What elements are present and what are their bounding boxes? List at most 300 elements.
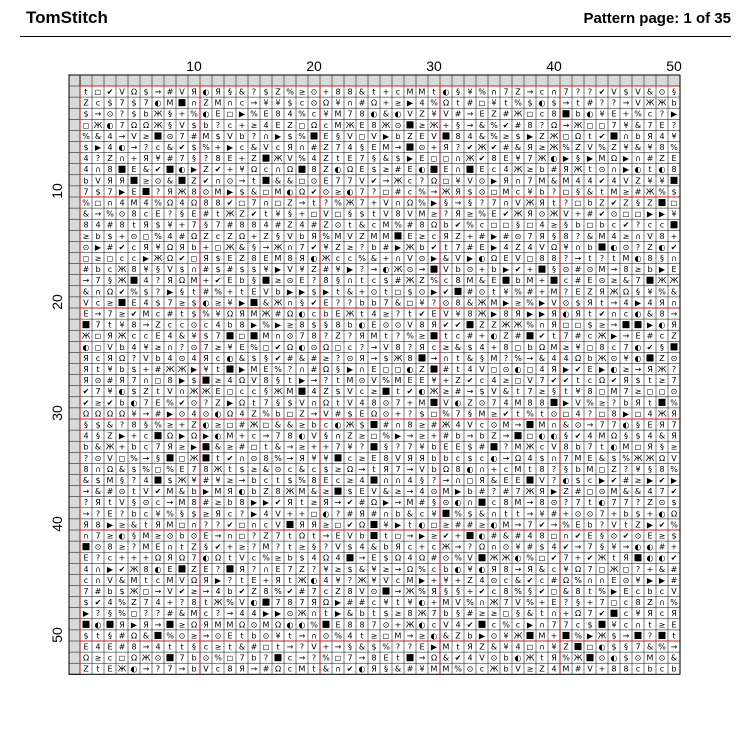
- cell-symbol: ⊙: [502, 365, 510, 374]
- cell-symbol: ◻: [598, 120, 606, 130]
- cell-symbol: ¥: [407, 598, 413, 608]
- cell-symbol: $: [587, 620, 593, 630]
- cell-symbol: ◻: [238, 531, 246, 541]
- cell-symbol: M: [394, 376, 402, 386]
- cell-symbol: M: [334, 231, 342, 241]
- cell-symbol: ▶: [274, 265, 282, 275]
- cell-symbol: ≥: [490, 409, 498, 419]
- cell-symbol: +: [226, 165, 234, 175]
- cell-symbol: ≥: [622, 187, 630, 197]
- cell-symbol: Ж: [405, 620, 415, 630]
- cell-symbol: Я: [287, 143, 293, 152]
- cell-symbol: §: [636, 420, 640, 430]
- cell-symbol: Z: [659, 154, 665, 164]
- cell-symbol: ◐: [382, 265, 390, 275]
- cell-symbol: %: [334, 198, 342, 208]
- cell-symbol: ⊙: [502, 542, 510, 552]
- cell-symbol: [527, 477, 534, 484]
- cell-symbol: E: [359, 165, 365, 175]
- cell-symbol: Ω: [310, 120, 318, 130]
- cell-symbol: Ω: [298, 187, 306, 197]
- cell-symbol: ✔: [670, 553, 678, 563]
- cell-symbol: ?: [119, 420, 125, 430]
- cell-symbol: ¥: [635, 609, 641, 619]
- cell-symbol: [431, 332, 438, 339]
- cell-symbol: 7: [95, 276, 101, 286]
- cell-symbol: ?: [395, 642, 401, 652]
- cell-symbol: E: [611, 109, 617, 119]
- cell-symbol: ◻: [502, 220, 510, 230]
- cell-symbol: ▶: [382, 498, 390, 508]
- cell-symbol: b: [371, 298, 377, 308]
- cell-symbol: ∩: [227, 98, 233, 108]
- cell-symbol: &: [358, 564, 366, 574]
- cell-symbol: ◻: [526, 365, 534, 374]
- cell-symbol: 8: [455, 276, 461, 286]
- cell-symbol: %: [658, 187, 666, 197]
- cell-symbol: ≥: [502, 131, 510, 141]
- cell-symbol: ⊙: [190, 342, 198, 352]
- cell-symbol: &: [598, 453, 606, 463]
- cell-symbol: Ω: [82, 653, 90, 663]
- cell-symbol: Я: [647, 442, 653, 452]
- cell-symbol: Ω: [190, 198, 198, 208]
- cell-symbol: ✔: [478, 587, 486, 596]
- cell-symbol: b: [671, 98, 677, 108]
- cell-symbol: §: [108, 609, 112, 619]
- cell-symbol: c: [227, 509, 233, 519]
- cell-symbol: Ж: [441, 420, 451, 430]
- cell-symbol: t: [588, 165, 592, 175]
- cell-symbol: ▶: [262, 498, 270, 508]
- cell-symbol: E: [419, 642, 425, 652]
- cell-symbol: [431, 399, 438, 406]
- cell-symbol: ◻: [262, 342, 270, 352]
- cell-symbol: E: [671, 620, 677, 630]
- cell-symbol: V: [239, 553, 245, 563]
- cell-symbol: §: [600, 531, 604, 541]
- cell-symbol: §: [156, 265, 160, 275]
- cell-symbol: Я: [359, 509, 365, 519]
- cell-symbol: ≥: [250, 464, 258, 474]
- cell-symbol: [83, 621, 90, 628]
- cell-symbol: ⊙: [466, 664, 474, 674]
- cell-symbol: &: [562, 420, 570, 430]
- cell-symbol: Z: [623, 198, 629, 208]
- cell-symbol: →: [562, 98, 570, 108]
- cell-symbol: $: [383, 609, 389, 619]
- cell-symbol: ◐: [298, 309, 306, 319]
- cell-symbol: ▶: [94, 143, 102, 152]
- cell-symbol: E: [359, 409, 365, 419]
- cell-symbol: ▶: [430, 254, 438, 263]
- cell-symbol: Я: [359, 331, 365, 341]
- cell-symbol: Ж: [189, 387, 199, 397]
- cell-symbol: ¥: [647, 176, 653, 186]
- cell-symbol: ?: [659, 109, 665, 119]
- cell-symbol: 7: [647, 120, 653, 130]
- cell-symbol: 8: [575, 587, 581, 596]
- cell-symbol: M: [550, 287, 558, 297]
- cell-symbol: c: [287, 464, 293, 474]
- cell-symbol: Ж: [573, 120, 583, 130]
- cell-symbol: t: [516, 387, 520, 397]
- cell-symbol: ?: [359, 442, 365, 452]
- column-label: 20: [306, 58, 322, 74]
- cell-symbol: [479, 499, 486, 506]
- cell-symbol: Ж: [177, 365, 187, 374]
- cell-symbol: t: [648, 398, 652, 408]
- cell-symbol: 4: [191, 409, 197, 419]
- cell-symbol: M: [166, 98, 174, 108]
- cell-symbol: Ω: [118, 409, 126, 419]
- cell-symbol: c: [95, 98, 101, 108]
- cell-symbol: ¥: [335, 98, 341, 108]
- cell-symbol: ◻: [94, 87, 102, 97]
- cell-symbol: →: [226, 609, 234, 619]
- cell-symbol: 4: [539, 365, 545, 374]
- cell-symbol: $: [191, 309, 197, 319]
- cell-symbol: c: [587, 476, 593, 485]
- cell-symbol: ⊙: [322, 631, 330, 641]
- cell-symbol: 7: [335, 442, 341, 452]
- cell-symbol: ≥: [154, 531, 162, 541]
- cell-symbol: Ж: [465, 154, 475, 164]
- cell-symbol: &: [94, 442, 102, 452]
- cell-symbol: t: [312, 664, 316, 674]
- cell-symbol: &: [382, 487, 390, 497]
- cell-symbol: t: [552, 331, 556, 341]
- cell-symbol: $: [155, 298, 161, 308]
- cell-symbol: +: [562, 509, 570, 519]
- cell-symbol: c: [539, 87, 545, 97]
- cell-symbol: 7: [335, 143, 341, 152]
- cell-symbol: ◻: [586, 487, 594, 497]
- cell-symbol: →: [262, 431, 270, 441]
- cell-symbol: Я: [551, 320, 557, 330]
- cell-symbol: 8: [143, 564, 149, 574]
- cell-symbol: ?: [263, 653, 269, 663]
- cell-symbol: →: [622, 98, 630, 108]
- cell-symbol: Ω: [574, 353, 582, 363]
- cell-symbol: →: [94, 309, 102, 319]
- cell-symbol: t: [288, 542, 292, 552]
- cell-symbol: →: [562, 120, 570, 130]
- cell-symbol: ∩: [95, 165, 101, 175]
- cell-symbol: 7: [587, 609, 593, 619]
- cell-symbol: 7: [611, 120, 617, 130]
- cell-symbol: ?: [635, 242, 641, 252]
- cell-symbol: Я: [83, 365, 89, 374]
- cell-symbol: c: [299, 98, 305, 108]
- cell-symbol: E: [167, 564, 173, 574]
- cell-symbol: Ω: [118, 353, 126, 363]
- cell-symbol: 4: [467, 365, 473, 374]
- cell-symbol: c: [659, 220, 665, 230]
- cell-symbol: [263, 177, 270, 184]
- cell-symbol: ▶: [202, 487, 210, 497]
- cell-symbol: t: [408, 520, 412, 530]
- cell-symbol: [371, 443, 378, 450]
- cell-symbol: →: [454, 198, 462, 208]
- cell-symbol: ?: [251, 531, 257, 541]
- cell-symbol: ⊙: [310, 87, 318, 97]
- cell-symbol: $: [131, 109, 137, 119]
- cell-symbol: Я: [191, 87, 197, 97]
- cell-symbol: ◻: [670, 198, 678, 208]
- cell-symbol: 4: [587, 176, 593, 186]
- cell-symbol: ≥: [418, 420, 426, 430]
- cell-symbol: ≥: [370, 631, 378, 641]
- cell-symbol: ⊙: [154, 176, 162, 186]
- cell-symbol: ◐: [478, 531, 486, 541]
- cell-symbol: #: [442, 431, 450, 441]
- cell-symbol: ¥: [323, 564, 329, 574]
- cell-symbol: +: [358, 287, 366, 297]
- cell-symbol: ?: [359, 342, 365, 352]
- cell-symbol: &: [298, 353, 306, 363]
- cell-symbol: b: [251, 653, 257, 663]
- cell-symbol: 4: [647, 298, 653, 308]
- cell-symbol: $: [635, 431, 641, 441]
- cell-symbol: +: [142, 365, 150, 374]
- cell-symbol: ?: [155, 287, 161, 297]
- cell-symbol: ≥: [250, 120, 258, 130]
- cell-symbol: ¥: [383, 520, 389, 530]
- cell-symbol: ?: [575, 231, 581, 241]
- cell-symbol: ≥: [394, 98, 402, 108]
- cell-symbol: ≥: [418, 120, 426, 130]
- cell-symbol: Ж: [285, 487, 295, 497]
- cell-symbol: #: [118, 642, 126, 652]
- cell-symbol: ◻: [334, 342, 342, 352]
- cell-symbol: t: [288, 531, 292, 541]
- cell-symbol: ¥: [635, 464, 641, 474]
- cell-symbol: M: [142, 542, 150, 552]
- cell-symbol: V: [515, 254, 521, 263]
- cell-symbol: ⊙: [310, 342, 318, 352]
- cell-symbol: →: [394, 498, 402, 508]
- cell-symbol: ◻: [430, 409, 438, 419]
- cell-symbol: Ω: [670, 509, 678, 519]
- cell-symbol: [371, 477, 378, 484]
- cell-symbol: 8: [263, 453, 269, 463]
- cell-symbol: $: [587, 320, 593, 330]
- cell-symbol: c: [371, 276, 377, 286]
- cell-symbol: b: [119, 398, 125, 408]
- cell-symbol: t: [360, 309, 364, 319]
- cell-symbol: [167, 166, 174, 173]
- cell-symbol: +: [670, 231, 678, 241]
- cell-symbol: ?: [407, 342, 413, 352]
- cell-symbol: E: [503, 476, 509, 485]
- cell-symbol: ¥: [599, 109, 605, 119]
- cell-symbol: Я: [671, 409, 677, 419]
- cell-symbol: Я: [515, 309, 521, 319]
- cell-symbol: Я: [83, 353, 89, 363]
- cell-symbol: ¥: [335, 265, 341, 275]
- cell-symbol: 8: [551, 254, 557, 263]
- cell-symbol: V: [407, 209, 413, 219]
- cell-symbol: [647, 277, 654, 284]
- cell-symbol: c: [551, 564, 557, 574]
- cell-symbol: Ω: [550, 120, 558, 130]
- cell-symbol: [263, 599, 270, 606]
- cell-symbol: #: [238, 420, 246, 430]
- cell-symbol: [407, 144, 414, 151]
- cell-symbol: ∩: [191, 98, 197, 108]
- cell-symbol: ≥: [322, 353, 330, 363]
- cell-symbol: ◻: [82, 120, 90, 130]
- cell-symbol: +: [202, 242, 210, 252]
- cell-symbol: 4: [455, 420, 461, 430]
- cell-symbol: c: [539, 109, 545, 119]
- cell-symbol: →: [310, 376, 318, 386]
- cell-symbol: E: [263, 365, 269, 374]
- cell-symbol: #: [526, 542, 534, 552]
- cell-symbol: [383, 388, 390, 395]
- cell-symbol: +: [250, 231, 258, 241]
- cell-symbol: ▶: [394, 431, 402, 441]
- cell-symbol: 8: [347, 587, 353, 596]
- cell-symbol: ≥: [514, 298, 522, 308]
- cell-symbol: →: [142, 453, 150, 463]
- cell-symbol: Ж: [297, 609, 307, 619]
- cell-symbol: V: [647, 231, 653, 241]
- cell-symbol: Ω: [610, 154, 618, 164]
- cell-symbol: M: [334, 109, 342, 119]
- cell-symbol: ≥: [94, 653, 102, 663]
- cell-symbol: ◻: [178, 453, 186, 463]
- cell-symbol: ◐: [634, 353, 642, 363]
- cell-symbol: E: [371, 453, 377, 463]
- cell-symbol: ✔: [598, 87, 606, 97]
- cell-symbol: b: [419, 242, 425, 252]
- cell-symbol: ≥: [214, 376, 222, 386]
- cell-symbol: &: [646, 642, 654, 652]
- cell-symbol: Я: [467, 642, 473, 652]
- cell-symbol: Ж: [489, 553, 499, 563]
- cell-symbol: #: [106, 220, 114, 230]
- cell-symbol: Я: [527, 209, 533, 219]
- cell-symbol: &: [634, 120, 642, 130]
- cell-symbol: ▶: [550, 487, 558, 497]
- cell-symbol: ⊙: [94, 376, 102, 386]
- cell-symbol: b: [539, 187, 545, 197]
- cell-symbol: #: [502, 231, 510, 241]
- cell-symbol: V: [263, 143, 269, 152]
- cell-symbol: ◐: [82, 342, 90, 352]
- cell-symbol: &: [502, 531, 510, 541]
- cell-symbol: §: [564, 220, 568, 230]
- cell-symbol: c: [623, 620, 629, 630]
- cell-symbol: ◐: [406, 365, 414, 374]
- cell-symbol: c: [263, 165, 269, 175]
- cell-symbol: #: [106, 487, 114, 497]
- cell-symbol: ◻: [598, 409, 606, 419]
- cell-symbol: +: [178, 220, 186, 230]
- cell-symbol: #: [106, 376, 114, 386]
- cell-symbol: V: [407, 109, 413, 119]
- cell-symbol: b: [647, 664, 653, 674]
- cell-symbol: b: [131, 509, 137, 519]
- cell-symbol: 7: [155, 442, 161, 452]
- cell-symbol: %: [118, 609, 126, 619]
- cell-symbol: $: [407, 287, 413, 297]
- cell-symbol: V: [587, 143, 593, 152]
- cell-symbol: ?: [635, 564, 641, 574]
- cell-symbol: ▶: [334, 598, 342, 608]
- cell-symbol: M: [214, 98, 222, 108]
- cell-symbol: ◻: [94, 342, 102, 352]
- cell-symbol: c: [275, 143, 281, 152]
- cell-symbol: ≥: [286, 320, 294, 330]
- cell-symbol: ◻: [334, 209, 342, 219]
- cell-symbol: ✔: [118, 287, 126, 297]
- cell-symbol: #: [430, 553, 438, 563]
- cell-symbol: c: [647, 109, 653, 119]
- cell-symbol: Ж: [393, 353, 403, 363]
- cell-symbol: ◐: [634, 342, 642, 352]
- cell-symbol: ⊙: [490, 575, 498, 585]
- cell-symbol: ¥: [155, 242, 161, 252]
- cell-symbol: Ω: [190, 231, 198, 241]
- cell-symbol: #: [670, 564, 678, 574]
- cell-symbol: Я: [563, 165, 569, 175]
- cell-symbol: t: [504, 509, 508, 519]
- cell-symbol: →: [418, 265, 426, 275]
- cell-symbol: ⊙: [478, 176, 486, 186]
- cell-symbol: ▶: [250, 320, 258, 330]
- cell-symbol: ≥: [154, 342, 162, 352]
- cell-symbol: ≥: [274, 276, 282, 286]
- cell-symbol: ?: [611, 98, 617, 108]
- cell-symbol: Я: [659, 420, 665, 430]
- cell-symbol: &: [166, 176, 174, 186]
- cell-symbol: ◻: [586, 220, 594, 230]
- cell-symbol: b: [155, 353, 161, 363]
- cell-symbol: t: [360, 631, 364, 641]
- cell-symbol: Я: [119, 176, 125, 186]
- cell-symbol: 4: [167, 231, 173, 241]
- cell-symbol: t: [624, 520, 628, 530]
- cell-symbol: Я: [623, 376, 629, 386]
- cell-symbol: Ω: [286, 342, 294, 352]
- cell-symbol: ∩: [455, 165, 461, 175]
- cell-symbol: %: [154, 198, 162, 208]
- cell-symbol: ✔: [478, 154, 486, 164]
- cell-symbol: ¥: [503, 631, 509, 641]
- cell-symbol: Ω: [106, 464, 114, 474]
- cell-symbol: [635, 554, 642, 561]
- cell-symbol: $: [383, 353, 389, 363]
- cell-symbol: 4: [155, 642, 161, 652]
- cell-symbol: ◻: [106, 254, 114, 263]
- cell-symbol: Z: [323, 143, 329, 152]
- cell-symbol: %: [298, 109, 306, 119]
- cell-symbol: &: [442, 653, 450, 663]
- cell-symbol: 7: [563, 87, 569, 97]
- cell-symbol: ?: [563, 498, 569, 508]
- cell-symbol: ◐: [202, 420, 210, 430]
- cell-symbol: %: [442, 409, 450, 419]
- cell-symbol: 7: [347, 176, 353, 186]
- cell-symbol: ⊙: [178, 409, 186, 419]
- cell-symbol: 4: [239, 609, 245, 619]
- cell-symbol: ¥: [191, 476, 197, 485]
- cell-symbol: §: [204, 220, 208, 230]
- cell-symbol: $: [287, 398, 293, 408]
